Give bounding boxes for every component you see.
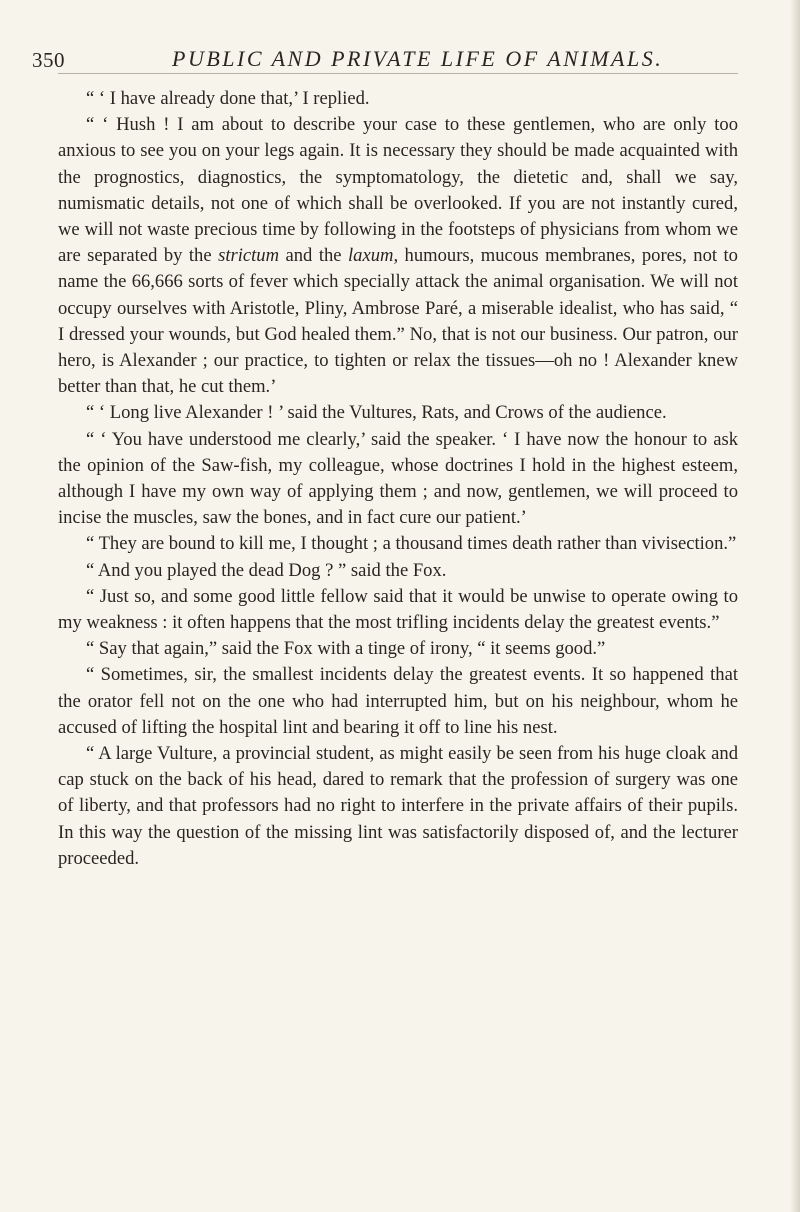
running-title: PUBLIC AND PRIVATE LIFE OF ANIMALS.	[172, 46, 664, 71]
paragraph-3: “ ‘ Long live Alexander ! ’ said the Vultures, Rats, and Crows of the audience.	[86, 402, 667, 424]
paragraph-1: “ ‘ I have already done that,’ I replied.	[86, 88, 370, 109]
paragraph-2	[58, 112, 738, 400]
italic-term-laxum: laxum,	[348, 245, 399, 267]
paragraph-10: “ A large Vulture, a provincial student, as might easily be seen from his huge cloak and cap stuck on the back of his head, dared to remark that the profession of surgery was one of liberty, and that professors had no right to interfere in the private affairs of their pupils. In this way the question of the missing lint was satisfactorily disposed of, and the lecturer proceeded.	[58, 743, 738, 869]
paragraph-4: “ ‘ You have understood me clearly,’ said the speaker. ‘ I have now the honour to ask the opinion of the Saw-fish, my colleague, whose doctrines I hold in the highest esteem, although I have my own way of applying them ; and now, gentlemen, we will proceed to incise the muscles, saw the bones, and in fact cure our patient.’	[58, 428, 738, 529]
page-edge-shadow	[790, 0, 800, 1212]
body-text	[58, 86, 738, 872]
running-head	[30, 44, 770, 74]
header-rule	[58, 73, 738, 74]
paragraph-6: “ And you played the dead Dog ? ” said the Fox.	[86, 559, 447, 581]
paragraph-2-part-2: and the	[279, 245, 348, 267]
paragraph-8: “ Say that again,” said the Fox with a tinge of irony, “ it seems good.”	[86, 638, 606, 660]
paragraph-7: “ Just so, and some good little fellow said that it would be unwise to operate owing to my weakness : it often happens that the most trifling incidents delay the greatest events.”	[58, 585, 738, 634]
italic-term-strictum: strictum	[218, 245, 280, 267]
paragraph-2-part-1: “ ‘ Hush ! I am about to describe your case to these gentlemen, who are only too anxious to see you on your legs again. It is necessary they should be made acquainted with the prognostics, diagnostics, the symptomatology, the dietetic and, shall we say, numismatic details, not one of which shall be overlooked. If you are not instantly cured, we will not waste precious time by following in the footsteps of physicians from whom we are separated by the	[58, 114, 738, 267]
paragraph-9: “ Sometimes, sir, the smallest incidents delay the greatest events. It so happened that the orator fell not on the one who had interrupted him, but on his neighbour, whom he accused of lifting the hospital lint and bearing it off to line his nest.	[58, 664, 738, 738]
paragraph-5: “ They are bound to kill me, I thought ; a thousand times death rather than vivisection.”	[86, 533, 737, 555]
page-number: 350	[32, 48, 65, 72]
paragraph-2-part-3: humours, mucous membranes, pores, not to name the 66,666 sorts of fever which specially attack the animal organisation. We will not occupy ourselves with Aristotle, Pliny, Ambrose Paré, a miserable idealist, who has said, “ I dressed your wounds, but God healed them.” No, that is not our business. Our patron, our hero, is Alexander ; our practice, to tighten or relax the tissues—oh no ! Alexander knew better than that, he cut them.’	[58, 245, 738, 398]
